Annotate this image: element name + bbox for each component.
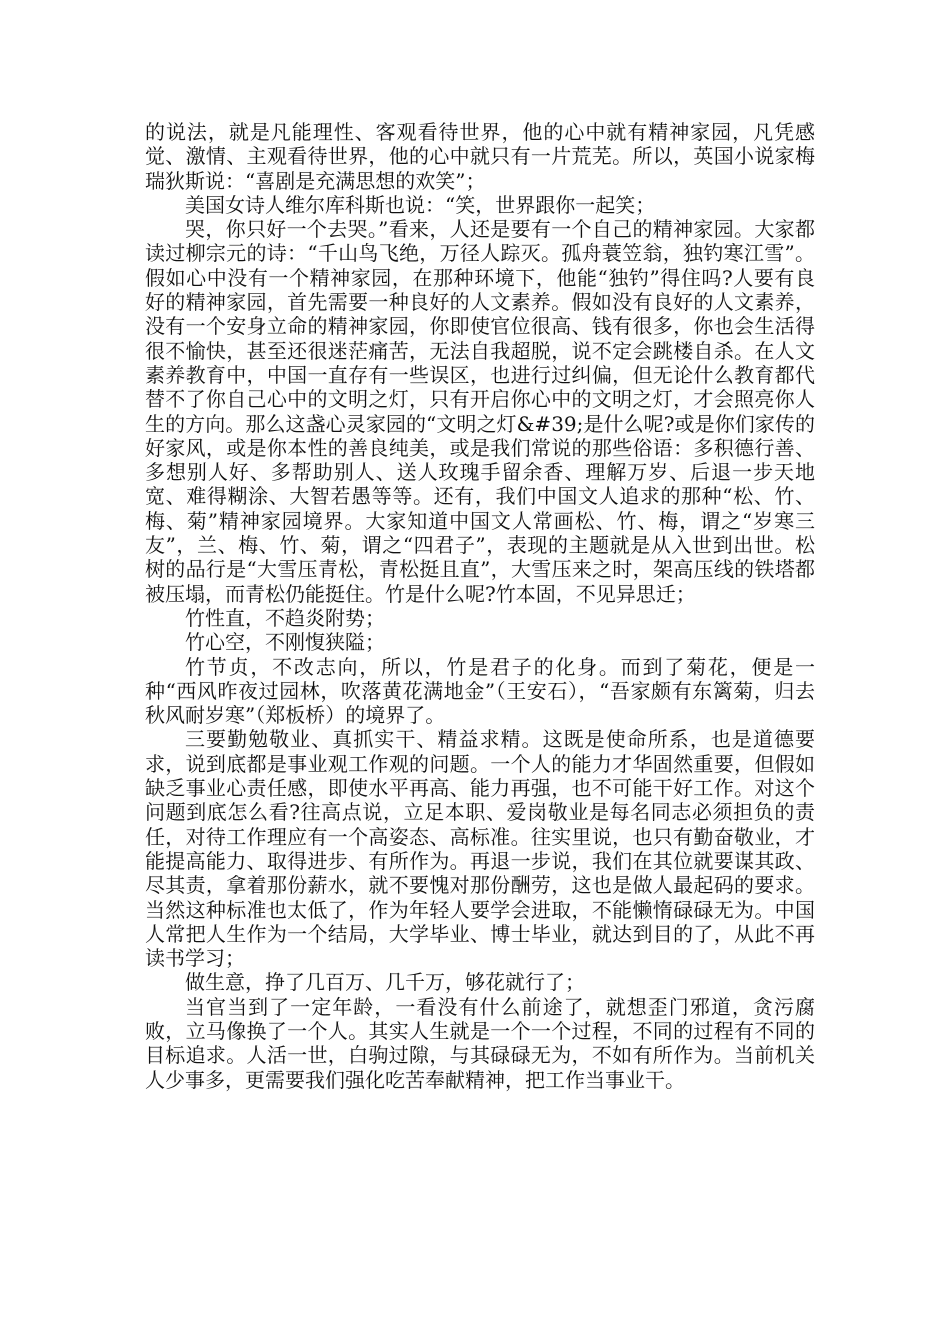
paragraph-1: 的说法，就是凡能理性、客观看待世界，他的心中就有精神家园，凡凭感觉、激情、主观看待世界，他的心中就只有一片荒芜。所以，英国小说家梅瑞狄斯说：“喜剧是充满思想的欢笑”； — [145, 120, 815, 193]
paragraph-5: 竹心空，不刚愎狭隘； — [185, 630, 385, 655]
paragraph-8: 做生意，挣了几百万、几千万，够花就行了； — [185, 970, 585, 995]
paragraph-4: 竹性直，不趋炎附势； — [185, 605, 385, 630]
paragraph-3: 哭，你只好一个去哭。”看来，人还是要有一个自己的精神家园。大家都读过柳宗元的诗：“千山鸟飞绝，万径人踪灭。孤舟蓑笠翁，独钓寒江雪”。假如心中没有一个精神家园，在那种环境下，他能“独钓”得住吗?人要有良好的精神家园，首先需要一种良好的人文素养。假如没有良好的人文素养，没有一个安身立命的精神家园，你即使官位很高、钱有很多，你也会生活得很不愉快，甚至还很迷茫痛苦，无法自我超脱，说不定会跳楼自杀。在人文素养教育中，中国一直存有一些误区，也进行过纠偏，但无论什么教育都代替不了你自己心中的文明之灯，只有开启你心中的文明之灯，才会照亮你人生的方向。那么这盏心灵家园的“文明之灯&#39;是什么呢?或是你们家传的好家风，或是你本性的善良纯美，或是我们常说的那些俗语：多积德行善、多想别人好、多帮助别人、送人玫瑰手留余香、理解万岁、后退一步天地宽、难得糊涂、大智若愚等等。还有，我们中国文人追求的那种“松、竹、梅、菊”精神家园境界。大家知道中国文人常画松、竹、梅，谓之“岁寒三友”，兰、梅、竹、菊，谓之“四君子”，表现的主题就是从入世到出世。松树的品行是“大雪压青松，青松挺且直”，大雪压来之时，架高压线的铁塔都被压塌，而青松仍能挺住。竹是什么呢?竹本固，不见异思迁； — [145, 217, 815, 606]
paragraph-7: 三要勤勉敬业、真抓实干、精益求精。这既是使命所系，也是道德要求，说到底都是事业观工作观的问题。一个人的能力才华固然重要，但假如缺乏事业心责任感，即使水平再高、能力再强，也不可能干好工作。对这个问题到底怎么看?往高点说，立足本职、爱岗敬业是每名同志必须担负的责任，对待工作理应有一个高姿态、高标准。往实里说，也只有勤奋敬业，才能提高能力、取得进步、有所作为。再退一步说，我们在其位就要谋其政、尽其责，拿着那份薪水，就不要愧对那份酬劳，这也是做人最起码的要求。当然这种标准也太低了，作为年轻人要学会进取，不能懒惰碌碌无为。中国人常把人生作为一个结局，大学毕业、博士毕业，就达到目的了，从此不再读书学习； — [145, 727, 815, 971]
paragraph-6: 竹节贞，不改志向，所以，竹是君子的化身。而到了菊花，便是一种“西风昨夜过园林，吹落黄花满地金”（王安石），“吾家颇有东篱菊，归去秋风耐岁寒”（郑板桥）的境界了。 — [145, 654, 815, 728]
paragraph-2: 美国女诗人维尔库科斯也说：“笑，世界跟你一起笑； — [185, 192, 656, 217]
body-text — [145, 120, 815, 1092]
paragraph-9: 当官当到了一定年龄，一看没有什么前途了，就想歪门邪道，贪污腐败，立马像换了一个人。其实人生就是一个一个过程，不同的过程有不同的目标追求。人活一世，白驹过隙，与其碌碌无为，不如有所作为。当前机关人少事多，更需要我们强化吃苦奉献精神，把工作当事业干。 — [145, 994, 815, 1092]
